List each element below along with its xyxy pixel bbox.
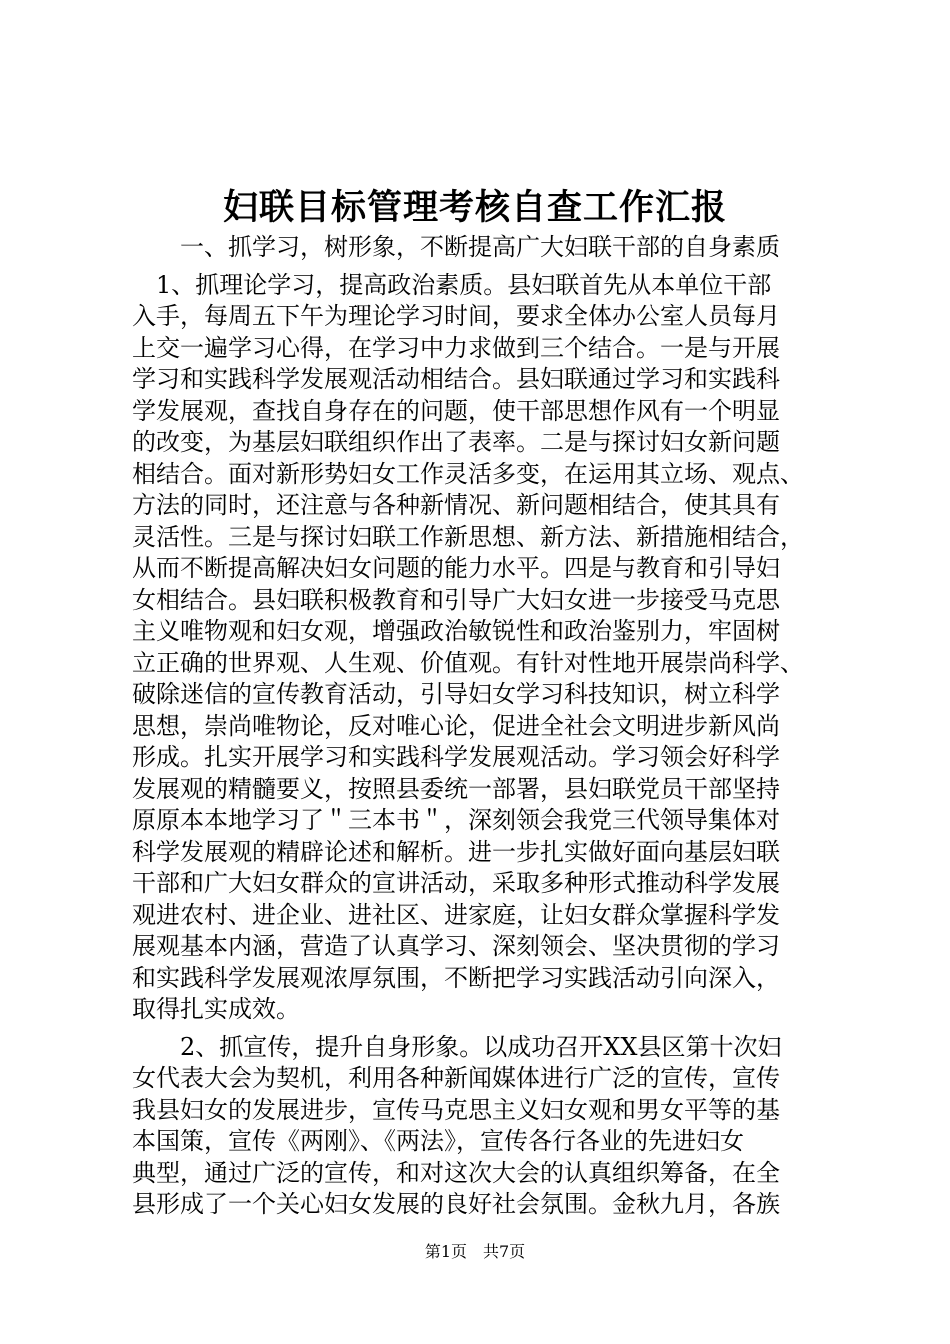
text-line: 破除迷信的宣传教育活动，引导妇女学习科技知识，树立科学	[132, 680, 780, 708]
text-line: 女相结合。县妇联积极教育和引导广大妇女进一步接受马克思	[132, 585, 780, 614]
text-line: 本国策，宣传《两刚》、《两法》，宣传各行各业的先进妇女	[132, 1127, 744, 1155]
text-line: 女代表大会为契机，利用各种新闻媒体进行广泛的宣传，宣传	[132, 1064, 780, 1092]
paragraph	[132, 232, 836, 264]
text-line: 科学发展观的精辟论述和解析。进一步扎实做好面向基层妇联	[132, 837, 780, 866]
page-footer: 第1页 共7页	[424, 1242, 526, 1261]
text-line: 展观基本内涵，营造了认真学习、深刻领会、坚决贯彻的学习	[132, 932, 780, 960]
text-line: 发展观的精髓要义，按照县委统一部署，县妇联党员干部坚持	[132, 774, 780, 803]
text-line: 干部和广大妇女群众的宣讲活动，采取多种形式推动科学发展	[132, 869, 780, 897]
text-line: 相结合。面对新形势妇女工作灵活多变，在运用其立场、观点、	[132, 459, 804, 488]
text-line: 上交一遍学习心得，在学习中力求做到三个结合。一是与开展	[132, 333, 780, 362]
text-line: 思想，崇尚唯物论，反对唯心论，促进全社会文明进步新风尚	[132, 711, 780, 740]
text-line: 原原本本地学习了＂三本书＂，深刻领会我党三代领导集体对	[132, 806, 780, 834]
text-line: 取得扎实成效。	[132, 995, 300, 1023]
text-line: 县形成了一个关心妇女发展的良好社会氛围。金秋九月，各族	[132, 1190, 780, 1218]
paragraph	[132, 1032, 836, 1221]
text-line: 一、抓学习，树形象，不断提高广大妇联干部的自身素质	[132, 233, 780, 261]
document-title: 妇联目标管理考核自查工作汇报	[222, 187, 727, 228]
text-line: 学习和实践科学发展观活动相结合。县妇联通过学习和实践科	[132, 365, 780, 393]
text-line: 灵活性。三是与探讨妇联工作新思想、新方法、新措施相结合，	[132, 522, 804, 551]
text-line: 主义唯物观和妇女观，增强政治敏锐性和政治鉴别力，牢固树	[132, 617, 780, 645]
document-body	[132, 232, 836, 1221]
text-line: 方法的同时，还注意与各种新情况、新问题相结合，使其具有	[132, 491, 780, 519]
text-line: 和实践科学发展观浓厚氛围，不断把学习实践活动引向深入，	[132, 963, 780, 992]
text-line: 学发展观，查找自身存在的问题，使干部思想作风有一个明显	[132, 396, 780, 425]
text-line: 2、抓宣传，提升自身形象。以成功召开XX县区第十次妇	[132, 1032, 782, 1061]
text-line: 的改变，为基层妇联组织作出了表率。二是与探讨妇女新问题	[132, 428, 780, 456]
text-line: 立正确的世界观、人生观、价值观。有针对性地开展崇尚科学、	[132, 648, 804, 677]
text-line: 从而不断提高解决妇女问题的能力水平。四是与教育和引导妇	[132, 554, 780, 582]
text-line: 典型，通过广泛的宣传，和对这次大会的认真组织筹备，在全	[132, 1158, 780, 1187]
paragraph	[132, 270, 836, 1026]
text-line: 观进农村、进企业、进社区、进家庭，让妇女群众掌握科学发	[132, 900, 780, 929]
text-line: 入手，每周五下午为理论学习时间，要求全体办公室人员每月	[132, 302, 780, 330]
text-line: 我县妇女的发展进步，宣传马克思主义妇女观和男女平等的基	[132, 1095, 780, 1124]
text-line: 形成。扎实开展学习和实践科学发展观活动。学习领会好科学	[132, 743, 780, 771]
text-line: 1、抓理论学习，提高政治素质。县妇联首先从本单位干部	[132, 270, 772, 299]
